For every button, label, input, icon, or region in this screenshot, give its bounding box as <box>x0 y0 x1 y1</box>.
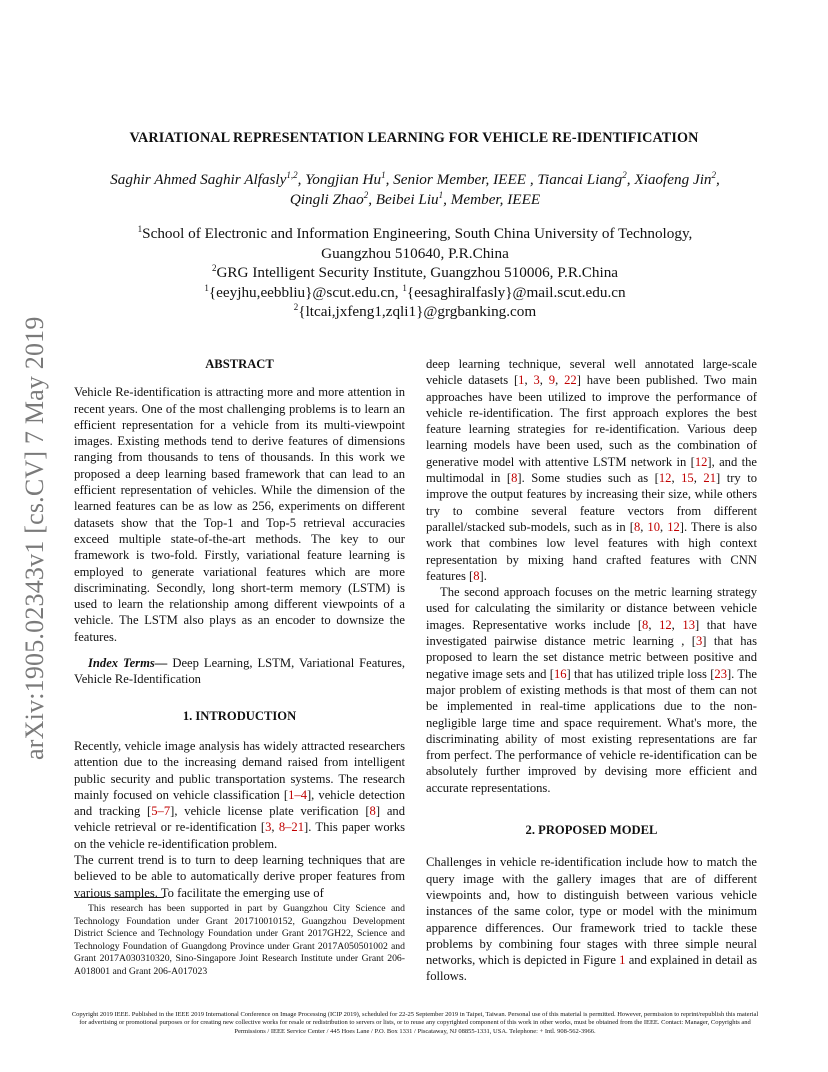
author-name: Yongjian Hu <box>305 171 382 188</box>
affiliation-line <box>70 263 760 283</box>
body-text-run: , <box>524 373 534 388</box>
body-text-run: ], vehicle license plate verification [ <box>170 804 370 819</box>
affiliation-mark: 1 <box>402 282 407 293</box>
body-paragraph <box>426 854 757 984</box>
citation-link[interactable]: 22 <box>564 373 577 388</box>
email-text: {ltcai,jxfeng1,zqli1}@grgbanking.com <box>298 303 537 321</box>
body-paragraph <box>426 584 757 796</box>
author-name: Saghir Ahmed Saghir Alfasly <box>110 171 287 188</box>
body-text-run: , <box>555 373 565 388</box>
citation-link[interactable]: 3 <box>265 820 272 835</box>
citation-link[interactable]: 3 <box>533 373 540 388</box>
citation-link[interactable]: 15 <box>681 471 694 486</box>
affiliation-line: Guangzhou 510640, P.R.China <box>321 244 509 262</box>
affiliations-block <box>70 224 760 322</box>
citation-link[interactable]: 16 <box>553 666 567 681</box>
abstract-text: Vehicle Re-identification is attracting more and more attention in recent years. One of the most challenging problems is to learn an efficient representation for a vehicle from its multi-viewpoint images. Existing methods tend to derive features of dimensions ranging from thousands to tens of thousands. In this work we proposed a deep learning based framework that can lead to an efficient representation of vehicles. While the dimension of the learned features can be as low as 256, experiments on different datasets show that the Top-1 and Top-5 retrieval accuracies exceed multiple state-of-the-art methods. The key to our framework is two-fold. Firstly, variational feature learning is employed to generate variational features which are more discriminating. Secondly, long short-term memory (LSTM) is used to learn the relationship among different viewpoints of a vehicle. The LSTM also plays as an encoder to downsize the features. <box>74 385 405 644</box>
right-column <box>426 356 757 985</box>
citation-link[interactable]: 1–4 <box>288 787 307 802</box>
author-name: Qingli Zhao <box>289 191 364 208</box>
body-text-run: ], and the multimodal in [ <box>426 454 757 486</box>
body-text-run: , <box>671 471 682 486</box>
citation-link[interactable]: 10 <box>647 519 661 534</box>
body-text-run: ], vehicle detection and tracking [ <box>74 787 405 819</box>
copyright-notice: Copyright 2019 IEEE. Published in the IEEE 2019 International Conference on Image Processing (ICIP 2019), scheduled for 22-25 September 2019 in Taipei, Taiwan. Personal use of this material is permitted. However, permission to reprint/republish this material for advertising or promotional purposes or for creating new collective works for resale or redistribution to servers or lists, or to reuse any copyrighted component of this work in other works, must be obtained from the IEEE. Contact: Manager, Copyrights and Permissions / IEEE Service Center / 445 Hoes Lane / P.O. Box 1331 / Piscataway, NJ 08855-1331, USA. Telephone: + Intl. 908-562-3966. <box>71 1011 759 1035</box>
body-text-run: Recently, vehicle image analysis has widely attracted researchers attention due to the increasing demand raised from intelligent public security and public transportation systems. The research mainly focused on vehicle classification [ <box>74 738 405 802</box>
funding-footnote: This research has been supported in part by Guangzhou City Science and Technology Foundation under Grant 201710010152, Guangzhou Development District Science and Technology Foundation under Grant 2017GH22, Science and Technology Foundation of Guangdong Province under Grant 2017A050501002 and Grant 2017A030310320, Sino-Singapore Joint Research Institute under Grant 206-A018001 and Grant 206-A017023 <box>74 903 405 977</box>
author-name: Beibei Liu <box>375 191 439 208</box>
affiliation-mark: 1 <box>137 223 143 234</box>
email-text: {eeyjhu,eebbliu}@scut.edu.cn, <box>208 283 399 301</box>
body-text-run: ]. <box>479 568 487 583</box>
body-text-run: Challenges in vehicle re-identification include how to match the query image with the gallery images that are of different viewpoints and, how to distinguish between various vehicle instances of the same color, type or model with the minimum apparence differences. Our framework tried to tackle these problems by combining four stages with three simple neural networks, which is depicted in Figure <box>426 855 757 968</box>
citation-link[interactable]: 8 <box>511 471 518 486</box>
body-text-run: ]. Some studies such as [ <box>517 471 659 486</box>
citation-link[interactable]: 8 <box>473 568 480 583</box>
citation-link[interactable]: 5–7 <box>151 804 171 819</box>
body-text-run: , <box>671 617 683 632</box>
citation-link[interactable]: 8 <box>369 804 376 819</box>
paper-title: VARIATIONAL REPRESENTATION LEARNING FOR VEHICLE RE-IDENTIFICATION <box>129 130 699 146</box>
citation-link[interactable]: 1 <box>518 373 525 388</box>
intro-heading: 1. INTRODUCTION <box>182 708 297 723</box>
body-text-run: , <box>271 820 279 835</box>
affiliation-mark: 2 <box>211 263 217 274</box>
body-text-run: deep learning technique, several well annotated large-scale vehicle datasets [ <box>426 357 757 388</box>
body-text-run: ] and vehicle retrieval or re-identification [ <box>74 804 406 835</box>
author-affiliation-mark: 1 <box>381 169 386 180</box>
citation-link[interactable]: 12 <box>659 617 672 632</box>
author-affiliation-mark: 1 <box>438 189 444 200</box>
citation-link[interactable]: 3 <box>696 634 703 649</box>
body-text-run: , <box>640 519 648 534</box>
body-text-run: ] that has utilized triple loss [ <box>566 666 715 681</box>
body-text-run: ]. There is also work that combines low level features with high context representation by mixing hand crafted features with CNN features [ <box>426 519 758 583</box>
index-terms <box>74 655 405 688</box>
arxiv-identifier-stamp: arXiv:1905.02343v1 [cs.CV] 7 May 2019 <box>20 316 49 760</box>
citation-link[interactable]: 12 <box>694 454 708 469</box>
author-name: Xiaofeng Jin <box>634 171 712 188</box>
author-affiliation-mark: 2 <box>363 189 369 200</box>
abstract-heading: ABSTRACT <box>205 357 274 371</box>
citation-link[interactable]: 9 <box>548 373 556 388</box>
citation-link[interactable]: 12 <box>667 519 680 534</box>
citation-link[interactable]: 8 <box>633 519 641 534</box>
body-text-run: The second approach focuses on the metric learning strategy used for calculating the similarity or distance between vehicle images. Representative works include [ <box>426 585 757 632</box>
footnote-divider <box>74 897 164 898</box>
affiliation-line <box>70 224 760 244</box>
proposed-model-heading: 2. PROPOSED MODEL <box>525 823 658 838</box>
author-role: Member, IEEE <box>450 191 541 208</box>
body-text-run: , <box>693 471 704 486</box>
body-text-run: ] have been published. Two main approaches have been utilized to improve the performance of vehicle re-identification. The first approach explores the best feature learning strategies for re-identification. Various deep learning models have been used, such as the combination of generative model with attentive LSTM network in [ <box>426 373 758 469</box>
left-column <box>74 356 405 901</box>
body-text-run: , <box>660 519 668 534</box>
intro-paragraph-2: The current trend is to turn to deep learning techniques that are believed to be able to automatically derive proper features from various samples. To facilitate the emerging use of <box>74 853 405 900</box>
author-affiliation-mark: 2 <box>711 169 717 180</box>
index-terms-label: Index Terms— <box>88 656 168 671</box>
body-text-run: ]. The major problem of existing methods is that most of them can not be implemented in real-time applications due to the non-negligible large time and space requirement. What's more, the discriminating ability of most existing representations are far from perfect. The performance of vehicle re-identification can be absolutely further improved by devising more efficient and accurate representations. <box>426 666 757 795</box>
email-text: {eesaghiralfasly}@mail.scut.edu.cn <box>406 283 626 301</box>
body-paragraph <box>426 356 757 584</box>
intro-paragraph-1 <box>74 738 405 852</box>
citation-link[interactable]: 8–21 <box>278 820 305 835</box>
citation-link[interactable]: 1 <box>619 953 626 968</box>
citation-link[interactable]: 13 <box>682 617 695 632</box>
author-affiliation-mark: 1,2 <box>286 169 298 180</box>
citation-link[interactable]: 23 <box>714 666 727 681</box>
index-terms-text: Deep Learning, LSTM, Variational Features, Vehicle Re-Identification <box>74 656 405 687</box>
author-role: Senior Member, IEEE <box>393 171 527 188</box>
author-list: Saghir Ahmed Saghir Alfasly$^{1,2}$, Yongjian Hu$^1$, Senior Member, IEEE , Tiancai Liang$^2$, Xiaofeng Jin$^2$, Qingli Zhao$^2$, Beibei Liu$^1$, Member, IEEE <box>110 169 720 208</box>
citation-link[interactable]: 21 <box>703 471 716 486</box>
author-name: Tiancai Liang <box>537 171 623 188</box>
body-text-run: ] try to improve the output features by increasing their size, while others try to combine several feature vectors from different parallel/stacked sub-models, such as in [ <box>426 471 758 534</box>
affiliation-text: GRG Intelligent Security Institute, Guangzhou 510006, P.R.China <box>216 264 619 282</box>
body-text-run: ] that have investigated pairwise distance metric learning , [ <box>426 617 757 649</box>
affiliation-text: School of Electronic and Information Engineering, South China University of Technology, <box>142 225 693 242</box>
author-affiliation-mark: 2 <box>622 169 627 180</box>
email-line <box>70 283 760 303</box>
body-text-run: , <box>648 617 660 632</box>
affiliation-mark: 2 <box>293 302 299 313</box>
body-text-run: ] that has proposed to learn the set distance metric between positive and negative image sets and [ <box>426 634 757 681</box>
body-text-run: ]. This paper works on the vehicle re-identification problem. <box>74 820 406 851</box>
body-text-run: and explained in detail as follows. <box>426 953 757 984</box>
email-line <box>70 302 760 322</box>
citation-link[interactable]: 12 <box>658 471 672 486</box>
affiliation-mark: 1 <box>204 282 209 293</box>
citation-link[interactable]: 8 <box>642 617 649 632</box>
body-text-run: , <box>539 373 549 388</box>
